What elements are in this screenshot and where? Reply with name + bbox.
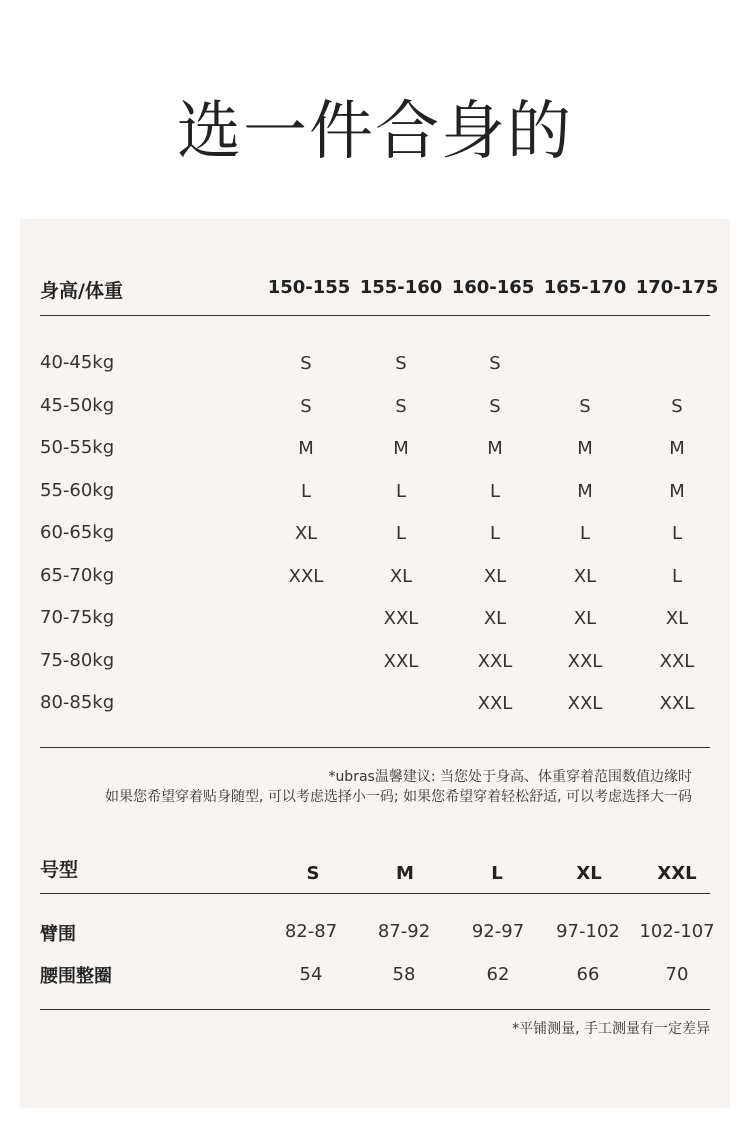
size-cell: L <box>671 566 683 587</box>
size-cell: S <box>489 353 501 374</box>
size-chart-card <box>20 219 730 1108</box>
size-cell: M <box>669 481 685 502</box>
weight-row-label: 75-80kg <box>40 650 115 671</box>
size-cell: M <box>393 438 409 459</box>
size-cell: XL <box>483 608 507 629</box>
size-cell: S <box>579 396 591 417</box>
size-col-xxl: XXL <box>657 863 697 884</box>
size-cell: XXL <box>659 693 695 714</box>
height-col-1: 150-155 <box>267 277 351 298</box>
arm-value-s: 82-87 <box>284 921 338 942</box>
size-col-xl: XL <box>576 863 602 884</box>
waist-value-xxl: 70 <box>665 964 689 985</box>
arm-value-xxl: 102-107 <box>639 921 715 942</box>
size-cell: XXL <box>477 693 513 714</box>
measure-table-header-divider <box>40 893 710 894</box>
weight-row-label: 50-55kg <box>40 437 115 458</box>
size-cell: XL <box>573 608 597 629</box>
size-cell: S <box>300 396 312 417</box>
size-cell: S <box>395 353 407 374</box>
height-col-2: 155-160 <box>359 277 443 298</box>
size-cell: L <box>489 481 501 502</box>
fit-advice-line-1: *ubras温馨建议: 当您处于身高、体重穿着范围数值边缘时 <box>328 769 692 785</box>
height-col-3: 160-165 <box>451 277 535 298</box>
size-cell: M <box>669 438 685 459</box>
size-cell: S <box>671 396 683 417</box>
size-table-bottom-divider <box>40 747 710 748</box>
measurement-footnote: *平铺测量, 手工测量有一定差异 <box>512 1021 710 1037</box>
size-cell: XXL <box>477 651 513 672</box>
weight-row-label: 60-65kg <box>40 522 115 543</box>
waist-circumference-label: 腰围整圈 <box>40 966 112 987</box>
size-cell: XL <box>573 566 597 587</box>
height-col-4: 165-170 <box>543 277 627 298</box>
weight-row-label: 55-60kg <box>40 480 115 501</box>
weight-row-label: 45-50kg <box>40 395 115 416</box>
size-cell: M <box>577 481 593 502</box>
measure-table-header-label: 号型 <box>40 859 79 881</box>
size-cell: XXL <box>288 566 324 587</box>
size-cell: L <box>395 481 407 502</box>
size-cell: XL <box>665 608 689 629</box>
size-cell: S <box>395 396 407 417</box>
size-cell: XL <box>294 523 318 544</box>
size-cell: M <box>577 438 593 459</box>
size-cell: XL <box>483 566 507 587</box>
arm-value-m: 87-92 <box>377 921 431 942</box>
size-table-header-divider <box>40 315 710 316</box>
size-cell: S <box>300 353 312 374</box>
size-cell: M <box>487 438 503 459</box>
waist-value-m: 58 <box>392 964 416 985</box>
measure-table-bottom-divider <box>40 1009 710 1010</box>
size-cell: L <box>489 523 501 544</box>
size-cell: XXL <box>383 651 419 672</box>
page-title: 选一件合身的 <box>177 95 573 169</box>
waist-value-l: 62 <box>486 964 510 985</box>
waist-value-xl: 66 <box>576 964 600 985</box>
waist-value-s: 54 <box>299 964 323 985</box>
weight-row-label: 70-75kg <box>40 607 115 628</box>
size-cell: S <box>489 396 501 417</box>
size-col-m: M <box>396 863 414 884</box>
size-cell: L <box>395 523 407 544</box>
arm-circumference-label: 臂围 <box>40 924 76 945</box>
arm-value-xl: 97-102 <box>556 921 620 942</box>
weight-row-label: 40-45kg <box>40 352 115 373</box>
size-cell: XL <box>389 566 413 587</box>
weight-row-label: 80-85kg <box>40 692 115 713</box>
size-col-s: S <box>306 863 320 884</box>
size-cell: M <box>298 438 314 459</box>
fit-advice-line-2: 如果您希望穿着贴身随型, 可以考虑选择小一码; 如果您希望穿着轻松舒适, 可以考虑选择大一码 <box>105 789 692 805</box>
size-cell: XXL <box>567 651 603 672</box>
size-cell: L <box>671 523 683 544</box>
size-table-header-label: 身高/体重 <box>40 280 123 302</box>
weight-row-label: 65-70kg <box>40 565 115 586</box>
size-cell: L <box>300 481 312 502</box>
size-cell: XXL <box>659 651 695 672</box>
height-col-5: 170-175 <box>635 277 719 298</box>
arm-value-l: 92-97 <box>471 921 525 942</box>
size-cell: XXL <box>383 608 419 629</box>
size-cell: XXL <box>567 693 603 714</box>
size-cell: L <box>579 523 591 544</box>
size-col-l: L <box>491 863 503 884</box>
